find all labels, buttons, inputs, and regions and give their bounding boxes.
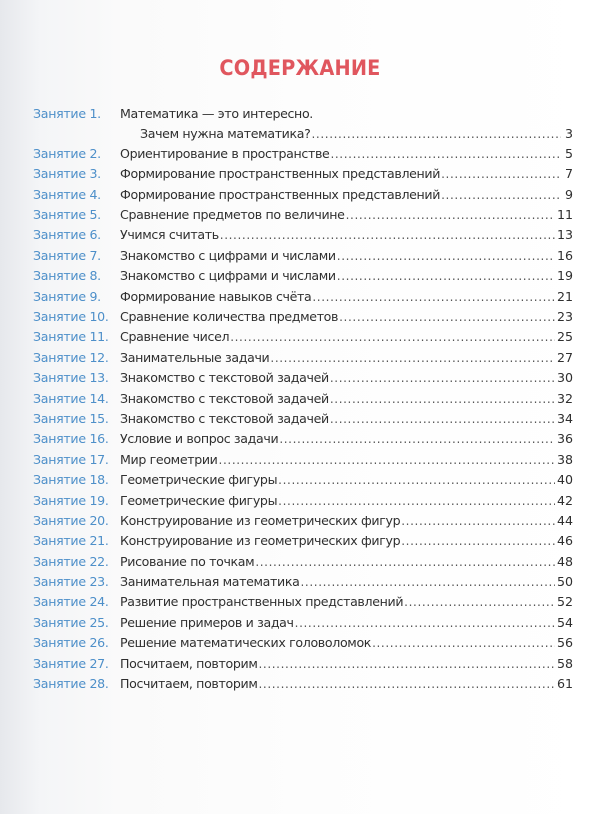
toc-entry[interactable] (33, 287, 573, 307)
toc-entry[interactable] (33, 144, 573, 164)
lesson-title: Геометрические фигуры (120, 472, 278, 488)
page-number: 32 (556, 390, 573, 406)
leader-dots (330, 368, 555, 388)
page-number: 21 (556, 288, 573, 304)
toc-entry[interactable] (33, 450, 573, 470)
leader-dots (255, 552, 555, 572)
leader-dots (346, 205, 555, 225)
toc-entry[interactable] (33, 225, 573, 245)
toc-entry[interactable] (33, 348, 573, 368)
lesson-title: Конструирование из геометрических фигур (120, 533, 401, 549)
leader-dots (330, 409, 555, 429)
page-number: 54 (556, 614, 573, 630)
toc-entry[interactable] (33, 409, 573, 429)
leader-dots (339, 307, 555, 327)
leader-dots (258, 674, 555, 694)
page-title: СОДЕРЖАНИЕ (219, 56, 381, 80)
leader-dots (401, 531, 555, 551)
leader-dots (258, 654, 555, 674)
page-number: 56 (556, 635, 573, 651)
lesson-label: Занятие 22. (33, 553, 109, 569)
toc-entry[interactable] (33, 511, 573, 531)
lesson-title: Знакомство с текстовой задачей (120, 390, 329, 406)
lesson-label: Занятие 21. (33, 533, 109, 549)
page-number: 50 (556, 574, 573, 590)
toc-entry[interactable] (33, 246, 573, 266)
toc-entry[interactable] (33, 613, 573, 633)
lesson-title: Конструирование из геометрических фигур (120, 512, 401, 528)
leader-dots (404, 592, 555, 612)
toc-entry[interactable] (33, 654, 573, 674)
leader-dots (270, 348, 555, 368)
page-number: 44 (556, 512, 573, 528)
lesson-title: Мир геометрии (120, 451, 218, 467)
lesson-title: Решение математических головоломок (120, 635, 372, 651)
page-number: 58 (556, 655, 573, 671)
page-number: 9 (564, 186, 573, 202)
lesson-title: Сравнение чисел (120, 329, 230, 345)
lesson-title: Посчитаем, повторим (120, 676, 258, 692)
lesson-label: Занятие 2. (33, 145, 101, 161)
lesson-label: Занятие 16. (33, 431, 109, 447)
lesson-title: Учимся считать (120, 227, 219, 243)
toc-entry[interactable] (33, 164, 573, 184)
page-number: 11 (556, 207, 573, 223)
toc-entry[interactable] (33, 491, 573, 511)
lesson-label: Занятие 8. (33, 268, 101, 284)
leader-dots (372, 633, 555, 653)
lesson-label: Занятие 7. (33, 247, 101, 263)
lesson-label: Занятие 15. (33, 410, 109, 426)
lesson-title: Занимательные задачи (120, 349, 270, 365)
table-of-contents (33, 105, 573, 694)
page-number: 30 (556, 370, 573, 386)
page-number: 46 (556, 533, 573, 549)
leader-dots (330, 144, 561, 164)
lesson-label: Занятие 20. (33, 512, 109, 528)
lesson-label: Занятие 12. (33, 349, 109, 365)
page-number: 27 (556, 349, 573, 365)
lesson-title: Ориентирование в пространстве (120, 145, 330, 161)
page-number: 52 (556, 594, 573, 610)
leader-dots (220, 225, 555, 245)
toc-entry[interactable] (33, 368, 573, 388)
lesson-label: Занятие 11. (33, 329, 109, 345)
lesson-label: Занятие 27. (33, 655, 109, 671)
page-number: 40 (556, 472, 573, 488)
lesson-title: Формирование пространственных представлений (120, 186, 441, 202)
leader-dots (230, 327, 555, 347)
lesson-title: Знакомство с цифрами и числами (120, 247, 336, 263)
toc-entry[interactable] (33, 389, 573, 409)
toc-entry-continuation[interactable] (33, 124, 573, 144)
lesson-label: Занятие 9. (33, 288, 101, 304)
toc-entry[interactable] (33, 470, 573, 490)
lesson-title: Сравнение предметов по величине (120, 207, 345, 223)
lesson-title: Формирование пространственных представлений (120, 166, 441, 182)
lesson-title: Решение примеров и задач (120, 614, 294, 630)
toc-entry[interactable] (33, 105, 573, 124)
lesson-label: Занятие 14. (33, 390, 109, 406)
leader-dots (401, 511, 555, 531)
lesson-label: Занятие 18. (33, 472, 109, 488)
leader-dots (278, 470, 555, 490)
toc-entry[interactable] (33, 531, 573, 551)
lesson-label: Занятие 25. (33, 614, 109, 630)
leader-dots (312, 287, 555, 307)
leader-dots (330, 389, 555, 409)
leader-dots (300, 572, 554, 592)
page-number: 25 (556, 329, 573, 345)
leader-dots (337, 266, 555, 286)
page-number: 34 (556, 410, 573, 426)
page-number: 13 (556, 227, 573, 243)
page-number: 3 (564, 125, 573, 141)
leader-dots (337, 246, 555, 266)
lesson-title: Формирование навыков счёта (120, 288, 312, 304)
lesson-title: Знакомство с текстовой задачей (120, 410, 329, 426)
toc-entry[interactable] (33, 205, 573, 225)
lesson-label: Занятие 28. (33, 676, 109, 692)
lesson-label: Занятие 5. (33, 207, 101, 223)
lesson-title: Зачем нужна математика? (140, 125, 311, 141)
page-number: 19 (556, 268, 573, 284)
lesson-title: Геометрические фигуры (120, 492, 278, 508)
page-number: 61 (556, 676, 573, 692)
lesson-label: Занятие 6. (33, 227, 101, 243)
page-number: 48 (556, 553, 573, 569)
toc-entry[interactable] (33, 185, 573, 205)
lesson-label: Занятие 19. (33, 492, 109, 508)
page-number: 42 (556, 492, 573, 508)
toc-entry[interactable] (33, 307, 573, 327)
page-number: 5 (564, 145, 573, 161)
lesson-title: Знакомство с цифрами и числами (120, 268, 336, 284)
toc-entry[interactable] (33, 429, 573, 449)
page-number: 7 (564, 166, 573, 182)
lesson-label: Занятие 3. (33, 166, 101, 182)
lesson-label: Занятие 13. (33, 370, 109, 386)
lesson-label: Занятие 23. (33, 574, 109, 590)
toc-entry[interactable] (33, 674, 573, 694)
lesson-title: Математика — это интересно. (120, 106, 313, 121)
lesson-title: Посчитаем, повторим (120, 655, 258, 671)
lesson-label: Занятие 17. (33, 451, 109, 467)
toc-entry[interactable] (33, 552, 573, 572)
lesson-title: Развитие пространственных представлений (120, 594, 404, 610)
lesson-title: Условие и вопрос задачи (120, 431, 279, 447)
lesson-title: Занимательная математика (120, 574, 300, 590)
leader-dots (311, 124, 561, 144)
toc-entry[interactable] (33, 633, 573, 653)
lesson-title: Знакомство с текстовой задачей (120, 370, 329, 386)
lesson-label: Занятие 24. (33, 594, 109, 610)
lesson-label: Занятие 26. (33, 635, 109, 651)
page-number: 23 (556, 309, 573, 325)
toc-entry[interactable] (33, 327, 573, 347)
lesson-label: Занятие 4. (33, 186, 101, 202)
toc-entry[interactable] (33, 266, 573, 286)
leader-dots (219, 450, 555, 470)
lesson-title: Сравнение количества предметов (120, 309, 339, 325)
leader-dots (441, 185, 561, 205)
lesson-label: Занятие 1. (33, 106, 101, 121)
leader-dots (295, 613, 555, 633)
toc-entry[interactable] (33, 592, 573, 612)
leader-dots (279, 429, 555, 449)
lesson-title: Рисование по точкам (120, 553, 255, 569)
leader-dots (441, 164, 561, 184)
lesson-label: Занятие 10. (33, 309, 109, 325)
page-number: 38 (556, 451, 573, 467)
toc-entry[interactable] (33, 572, 573, 592)
page-number: 36 (556, 431, 573, 447)
page-number: 16 (556, 247, 573, 263)
leader-dots (278, 491, 555, 511)
